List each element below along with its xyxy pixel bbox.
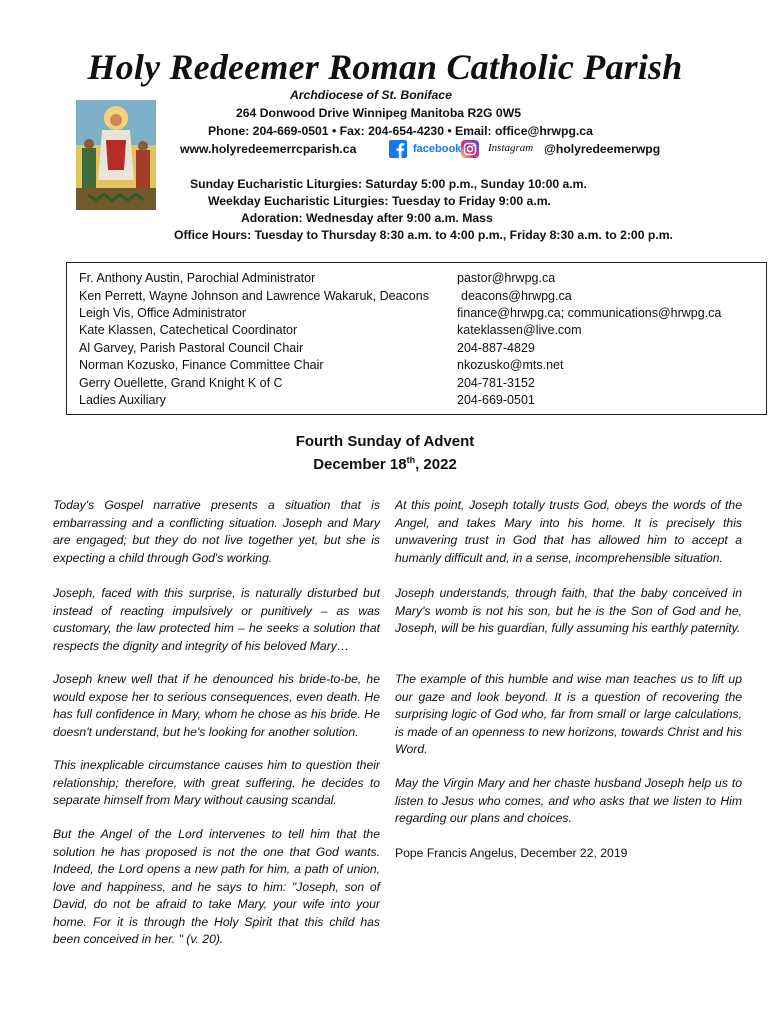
reflection-paragraph: Today's Gospel narrative presents a situation that is embarrassing and a conflicting situation. Joseph and Mary are engaged; but they do not live together yet, but she is expecting a child through God's working.	[53, 498, 380, 565]
staff-name: Gerry Ouellette, Grand Knight K of C	[79, 376, 283, 390]
staff-name: Ken Perrett, Wayne Johnson and Lawrence Wakaruk, Deacons	[79, 289, 429, 303]
staff-contact[interactable]: deacons@hrwpg.ca	[461, 289, 572, 303]
holy-redeemer-icon-image	[76, 100, 156, 210]
archdiocese-label: Archdiocese of St. Boniface	[290, 88, 452, 102]
staff-name: Fr. Anthony Austin, Parochial Administrator	[79, 271, 316, 285]
social-handle: @holyredeemerwpg	[544, 142, 661, 156]
staff-directory	[66, 262, 767, 415]
reflection-paragraph: May the Virgin Mary and her chaste husband Joseph help us to listen to Jesus who comes, and who asks that we listen to Him regarding our plans and choices.	[395, 776, 742, 825]
staff-name: Ladies Auxiliary	[79, 393, 166, 407]
instagram-icon	[461, 140, 479, 158]
staff-name: Leigh Vis, Office Administrator	[79, 306, 246, 320]
sunday-date	[0, 455, 770, 473]
staff-contact[interactable]: 204-887-4829	[457, 341, 535, 355]
schedule-office-hours: Office Hours: Tuesday to Thursday 8:30 a.m. to 4:00 p.m., Friday 8:30 a.m. to 2:00 p.m.	[174, 228, 673, 242]
schedule-sunday: Sunday Eucharistic Liturgies: Saturday 5:00 p.m., Sunday 10:00 a.m.	[190, 177, 587, 191]
sunday-date-suffix: , 2022	[415, 456, 457, 473]
facebook-link[interactable]	[389, 139, 462, 159]
parish-title: Holy Redeemer Roman Catholic Parish	[87, 47, 683, 87]
reflection-paragraph: At this point, Joseph totally trusts God, obeys the words of the Angel, and takes Mary into his home. It is precisely this unwavering trust in God that has allowed him to accept a humanly difficult and, in a sense, incomprehensible situation.	[395, 498, 742, 565]
sunday-name: Fourth Sunday of Advent	[295, 433, 475, 450]
staff-name: Kate Klassen, Catechetical Coordinator	[79, 323, 298, 337]
schedule-adoration: Adoration: Wednesday after 9:00 a.m. Mass	[241, 211, 493, 225]
schedule-weekday: Weekday Eucharistic Liturgies: Tuesday to Friday 9:00 a.m.	[208, 194, 551, 208]
attribution: Pope Francis Angelus, December 22, 2019	[395, 846, 628, 860]
parish-website[interactable]: www.holyredeemerrcparish.ca	[180, 142, 357, 156]
instagram-link[interactable]	[461, 139, 541, 159]
parish-address: 264 Donwood Drive Winnipeg Manitoba R2G 0W5	[236, 106, 521, 120]
parish-contact: Phone: 204-669-0501 • Fax: 204-654-4230 • Email: office@hrwpg.ca	[208, 124, 593, 138]
reflection-paragraph: This inexplicable circumstance causes him to question their relationship; therefore, with great suffering, he decides to separate himself from Mary without causing scandal.	[53, 758, 380, 807]
staff-contact[interactable]: finance@hrwpg.ca; communications@hrwpg.ca	[457, 306, 722, 320]
staff-contact[interactable]: 204-669-0501	[457, 393, 535, 407]
reflection-paragraph: But the Angel of the Lord intervenes to tell him that the solution he has proposed is not the one that God wants. Indeed, the Lord opens a new path for him, a path of union, love and happiness, and he says to him: "Joseph, son of David, do not be afraid to take Mary, your wife into your home. For it is through the Holy Spirit that this child has been conceived in her. " (v. 20).	[53, 827, 380, 946]
staff-contact[interactable]: kateklassen@live.com	[457, 323, 582, 337]
reflection-paragraph: Joseph knew well that if he denounced his bride-to-be, he would expose her to serious consequences, even death. He has full confidence in Mary, whom he chose as his bride. He doesn't understand, but he's looking for another solution.	[53, 672, 380, 739]
staff-contact[interactable]: 204-781-3152	[457, 376, 535, 390]
sunday-date-prefix: December 18	[313, 456, 407, 473]
instagram-label: Instagram	[488, 142, 534, 154]
reflection-paragraph: Joseph understands, through faith, that the baby conceived in Mary's womb is not his son, but he is the Son of God and he, Joseph, will be his guardian, fully assuming his earthly paternity.	[395, 586, 742, 635]
reflection-paragraph: Joseph, faced with this surprise, is naturally disturbed but instead of reacting impulsively or punitively – as was customary, the law protected him – he seeks a solution that respects the dignity and integrity of his beloved Mary…	[53, 586, 380, 653]
reflection-paragraph: The example of this humble and wise man teaches us to lift up our gaze and look beyond. It is a question of recovering the surprising logic of God who, far from small or large calculations, is made of an openness to new horizons, towards Christ and his Word.	[395, 672, 742, 756]
sunday-date-ordinal: th	[406, 455, 416, 465]
facebook-icon	[389, 140, 407, 158]
staff-name: Norman Kozusko, Finance Committee Chair	[79, 358, 324, 372]
staff-contact[interactable]: pastor@hrwpg.ca	[457, 271, 556, 285]
staff-contact[interactable]: nkozusko@mts.net	[457, 358, 564, 372]
facebook-label: facebook	[413, 143, 462, 155]
staff-name: Al Garvey, Parish Pastoral Council Chair	[79, 341, 304, 355]
